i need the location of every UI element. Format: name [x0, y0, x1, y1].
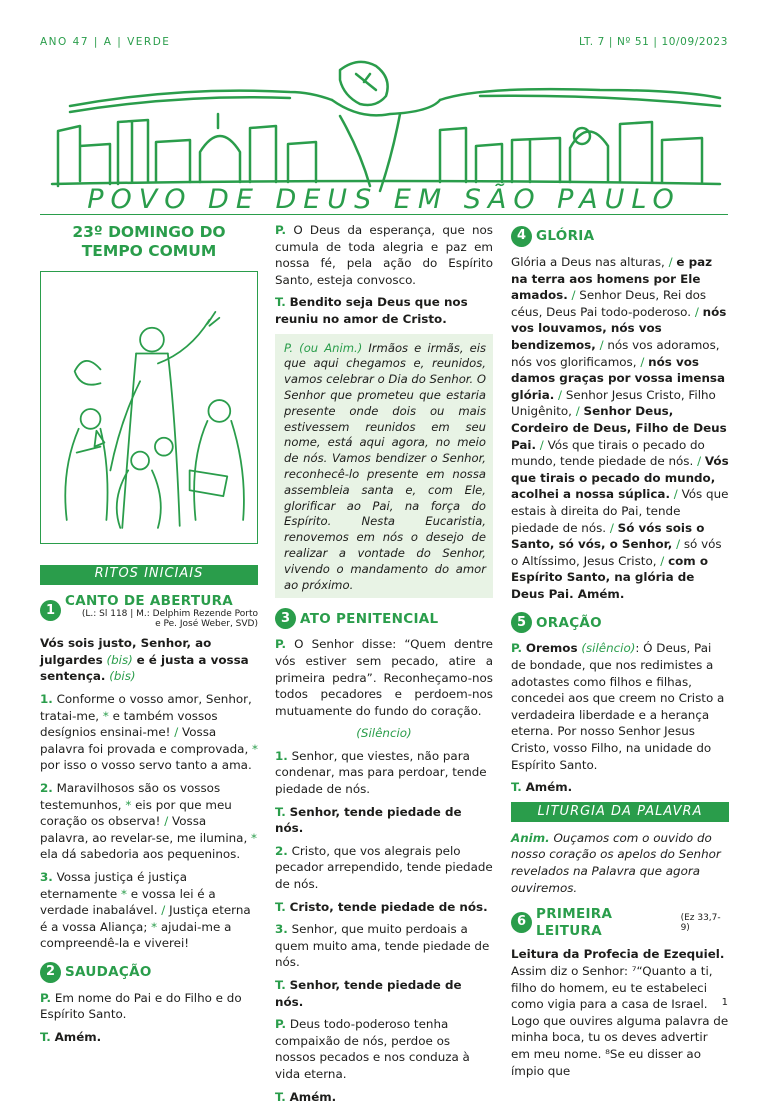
- section-ato-penitencial: [275, 608, 493, 629]
- refrain: Vós sois justo, Senhor, ao julgardes (bis) e é justa a vossa sentença. (bis): [40, 636, 249, 684]
- absolution-response: T. Amém.: [275, 1089, 337, 1104]
- greeting-response: T. Amém.: [40, 1030, 102, 1045]
- liturgia-da-palavra-banner: LITURGIA DA PALAVRA: [511, 802, 729, 822]
- kyrie-3: 3. Senhor, que muito perdoais a quem muito ama, tende piedade de nós.: [275, 922, 490, 970]
- column-2: [275, 222, 493, 1111]
- section-title: CANTO DE ABERTURA: [65, 592, 234, 609]
- kyrie-1-response: T. Senhor, tende piedade de nós.: [275, 804, 462, 836]
- song-credit: (L.: Sl 118 | M.: Delphim Rezende Porto e Pe. José Weber, SVD): [81, 609, 258, 630]
- silence-note: (Silêncio): [356, 726, 412, 741]
- kyrie-2-response: T. Cristo, tende piedade de nós.: [275, 899, 488, 914]
- section-title: ORAÇÃO: [536, 614, 602, 631]
- kyrie-3-response: T. Senhor, tende piedade de nós.: [275, 978, 462, 1009]
- section-saudacao: [40, 962, 258, 983]
- penitential-invitation: P. O Senhor disse: “Quem dentre vós estiver sem pecado, atire a primeira pedra”. Reconheçamo-nos todos pecadores e perdoem-nos mutuamente do fundo do coração.: [275, 637, 493, 718]
- kyrie-2: 2. Cristo, que vos alegrais pelo pecador arrependido, tende piedade de nós.: [275, 843, 493, 892]
- column-3: [511, 222, 729, 1085]
- verse-2: 2. Maravilhosos são os vossos testemunhos, * eis por que meu coração os observa! / Vossa palavra, ao revelar-se, me ilumina, * ela dá sabedoria aos pequeninos.: [40, 780, 257, 862]
- ritos-iniciais-banner: RITOS INICIAIS: [40, 565, 258, 585]
- collect-prayer: P. Oremos (silêncio): Ó Deus, Pai de bondade, que nos redimistes a adotastes como filhos e filhas, concedei aos que creem no Cristo a verdadeira liberdade e a herança eterna. Por nosso Senhor Jesus Cristo, vosso Filho, na unidade do Espírito Santo.: [511, 641, 725, 772]
- section-title: GLÓRIA: [536, 228, 595, 245]
- section-title: ATO PENITENCIAL: [300, 610, 439, 627]
- section-number: 5: [511, 612, 532, 633]
- jesus-with-children-illustration: [40, 271, 258, 544]
- priest-greeting: P. O Deus da esperança, que nos cumula de toda alegria e paz em nossa fé, pela ação do Espírito Santo, esteja convosco.: [275, 223, 494, 287]
- introduction-box: P. (ou Anim.) Irmãos e irmãs, eis que aqui chegamos e, reunidos, vamos celebrar o Dia do Senhor. O Senhor que prometeu que estaria presente onde dois ou mais estivessem reunidos em seu nome, está aqui agora, no meio de nós. Vamos bendizer o Senhor, reconhecê-lo presente em nossa assembleia santa e, com Ele, glorificar ao Pai, na força do Espírito. Nesta Eucaristia, renovemos em nós o desejo de realizar a vontade do Senhor, vivendo o mandamento do amor ao próximo.: [275, 334, 493, 599]
- greeting-priest: P. Em nome do Pai e do Filho e do Espírito Santo.: [40, 990, 242, 1022]
- section-number: 2: [40, 962, 61, 983]
- section-number: 3: [275, 608, 296, 629]
- section-number: 1: [40, 600, 61, 621]
- section-number: 6: [511, 912, 532, 933]
- animator-introduction: Anim. Ouçamos com o ouvido do nosso coração os apelos do Senhor revelados na Palavra que agora ouviremos.: [511, 830, 721, 895]
- section-oracao: [511, 612, 729, 633]
- column-1: [40, 222, 258, 1052]
- header-divider: [40, 214, 728, 215]
- section-primeira-leitura: [511, 906, 729, 939]
- verse-1: 1. Conforme o vosso amor, Senhor, tratai-me, * e também vossos desígnios ensinai-me! / Vossa palavra foi provada e comprovada, * por isso o vosso servo tanto a ama.: [40, 691, 258, 773]
- reading-reference: (Ez 33,7-9): [680, 912, 721, 933]
- banner-title: POVO DE DEUS EM SÃO PAULO: [87, 184, 681, 215]
- masthead-banner: [40, 56, 728, 216]
- collect-response: T. Amém.: [511, 780, 573, 795]
- page-title: 23º DOMINGO DO TEMPO COMUM: [72, 223, 226, 260]
- first-reading: Leitura da Profecia de Ezequiel. Assim diz o Senhor: ⁷“Quanto a ti, filho do homem, eu te estabeleci como vigia para a casa de Israel. Logo que ouvires alguma palavra de minha boca, tu os deves advertir em meu nome. ⁸Se eu disser ao ímpio que: [511, 947, 729, 1078]
- absolution: P. Deus todo-poderoso tenha compaixão de nós, perdoe os nossos pecados e nos conduza à vida eterna.: [275, 1017, 470, 1081]
- page-number: 1: [721, 997, 728, 1008]
- edition-info: ANO 47 | A | VERDE: [40, 36, 171, 48]
- section-number: 4: [511, 226, 532, 247]
- section-gloria: [511, 226, 729, 247]
- issue-info: LT. 7 | Nº 51 | 10/09/2023: [579, 36, 728, 48]
- gloria-text: Glória a Deus nas alturas, / e paz na terra aos homens por Ele amados. / Senhor Deus, Rei dos céus, Deus Pai todo-poderoso. / nós vos louvamos, nós vos bendizemos, / nós vos adoramos, nós vos glorificamos, / nós vos damos graças por vossa imensa glória. / Senhor Jesus Cristo, Filho Unigênito, / Senhor Deus, Cordeiro de Deus, Filho de Deus Pai. / Vós que tirais o pecado do mundo, tende piedade de nós. / Vós que tirais o pecado do mundo, acolhei a nossa súplica. / Vós que estais à direita do Pai, tende piedade de nós. / Só vós sois o Santo, só vós, o Senhor, / só vós o Altíssimo, Jesus Cristo, / com o Espírito Santo, na glória de Deus Pai. Amém.: [511, 255, 729, 601]
- section-title: PRIMEIRA LEITURA: [536, 906, 613, 939]
- section-title: SAUDAÇÃO: [65, 964, 152, 981]
- verse-3: 3. Vossa justiça é justiça eternamente * e vossa lei é a verdade inabalável. / Justiça eterna é a vossa Aliança; * ajudai-me a compreendê-la e viverei!: [40, 869, 251, 951]
- assembly-response: T. Bendito seja Deus que nos reuniu no amor de Cristo.: [275, 295, 468, 326]
- kyrie-1: 1. Senhor, que viestes, não para condenar, mas para perdoar, tende piedade de nós.: [275, 748, 487, 797]
- masthead-info: [40, 36, 728, 50]
- section-canto-de-abertura: [40, 593, 258, 630]
